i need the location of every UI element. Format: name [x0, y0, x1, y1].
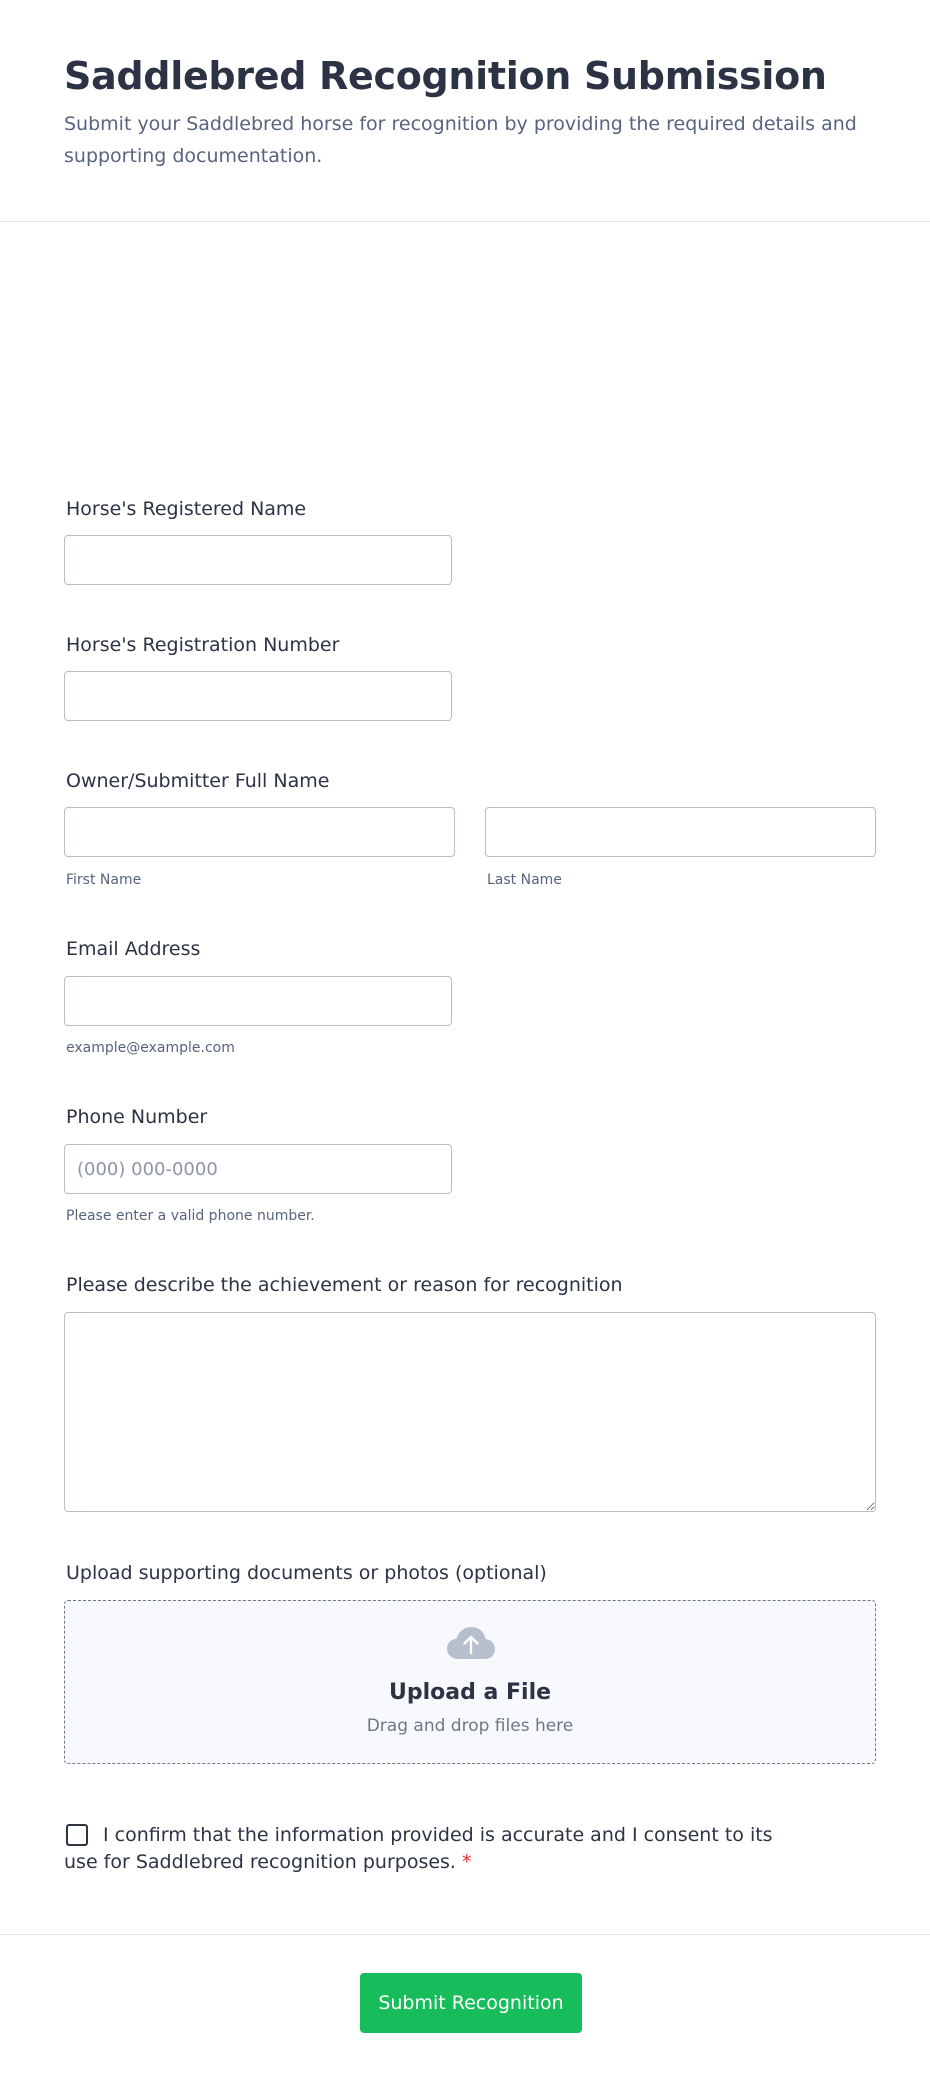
horse-name-input[interactable] [64, 535, 452, 585]
consent-field [64, 1822, 784, 1876]
description-label: Please describe the achievement or reason for recognition [66, 1274, 623, 1296]
registration-number-label: Horse's Registration Number [66, 634, 340, 656]
first-name-sublabel: First Name [66, 872, 142, 888]
phone-sublabel: Please enter a valid phone number. [66, 1208, 315, 1224]
registration-number-input[interactable] [64, 671, 452, 721]
consent-label: I confirm that the information provided is accurate and I consent to its use for Saddlebred recognition purposes. [64, 1824, 773, 1873]
first-name-input[interactable] [64, 807, 455, 857]
phone-input[interactable] [64, 1144, 452, 1194]
cloud-upload-icon [445, 1625, 497, 1661]
form-header [0, 0, 930, 222]
email-input[interactable] [64, 976, 452, 1026]
submit-recognition-button[interactable]: Submit Recognition [360, 1973, 582, 2033]
phone-label: Phone Number [66, 1106, 208, 1128]
horse-name-label: Horse's Registered Name [66, 498, 307, 520]
upload-title: Upload a File [388, 1680, 552, 1705]
file-upload-dropzone[interactable] [64, 1600, 876, 1764]
consent-checkbox[interactable] [66, 1824, 88, 1846]
email-label: Email Address [66, 938, 201, 960]
required-marker: * [461, 1851, 472, 1873]
email-sublabel: example@example.com [66, 1040, 235, 1056]
owner-name-label: Owner/Submitter Full Name [66, 770, 330, 792]
page-description: Submit your Saddlebred horse for recognition by providing the required details and supporting documentation. [64, 113, 857, 167]
page-title: Saddlebred Recognition Submission [64, 54, 827, 98]
upload-subtitle: Drag and drop files here [366, 1716, 574, 1736]
last-name-input[interactable] [485, 807, 876, 857]
form-footer [0, 1934, 930, 2082]
description-textarea[interactable] [64, 1312, 876, 1512]
consent-text-block [64, 1822, 784, 1876]
last-name-sublabel: Last Name [487, 872, 562, 888]
upload-label: Upload supporting documents or photos (optional) [66, 1562, 547, 1584]
